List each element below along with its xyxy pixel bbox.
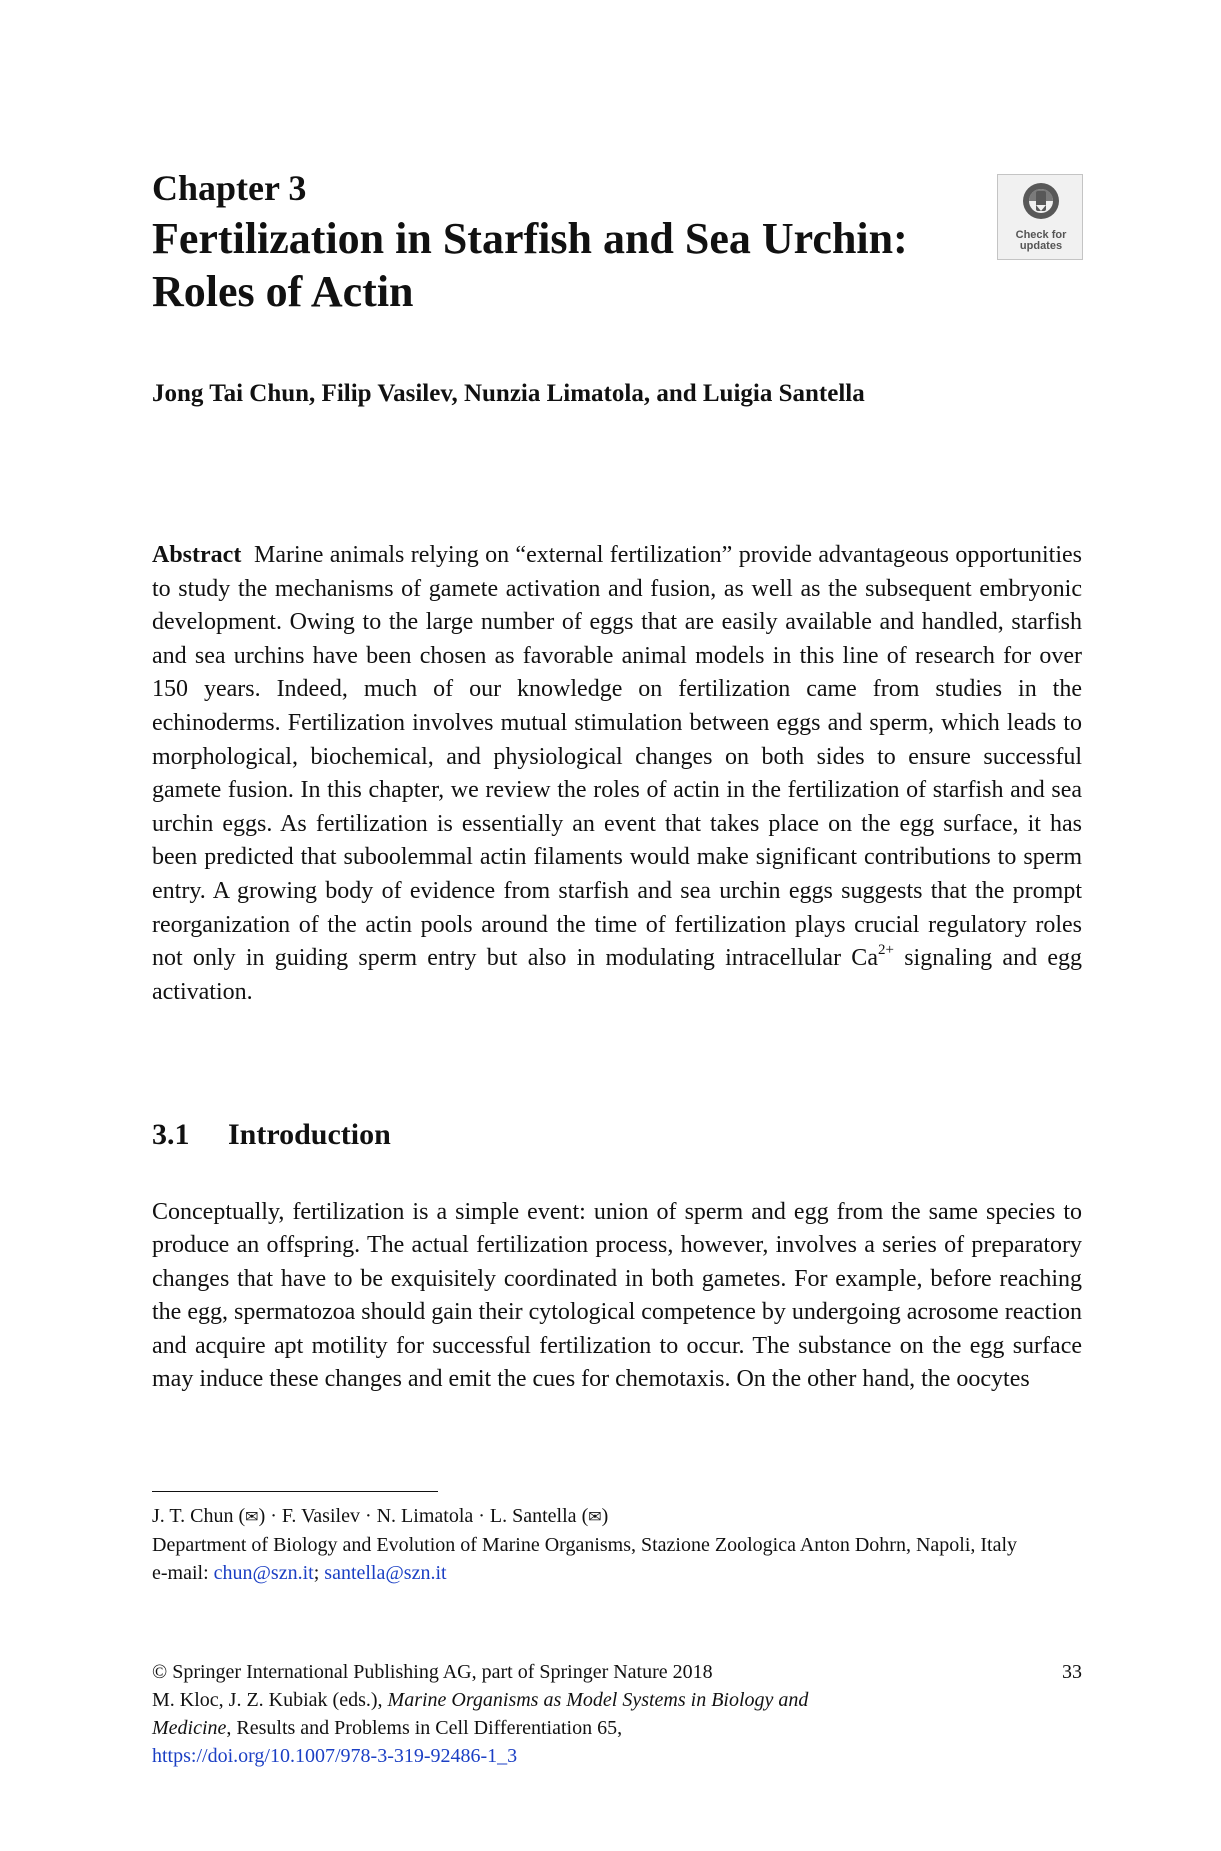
badge-text xyxy=(998,230,1084,252)
section-heading xyxy=(152,1115,391,1155)
footnote-affiliation: Department of Biology and Evolution of Marine Organisms, Stazione Zoologica Anton Dohrn, Napoli, Italy xyxy=(152,1534,1018,1556)
copyright-line: © Springer International Publishing AG, part of Springer Nature 2018 xyxy=(152,1661,713,1683)
chapter-label: Chapter 3 xyxy=(152,168,307,208)
section-title: Introduction xyxy=(228,1118,391,1151)
editors: M. Kloc, J. Z. Kubiak (eds.), xyxy=(152,1689,388,1711)
chapter-title-line-2: Roles of Actin xyxy=(152,267,414,316)
affiliation-footnote xyxy=(152,1502,1082,1587)
check-for-updates-badge[interactable] xyxy=(997,174,1083,260)
abstract-superscript: 2+ xyxy=(877,942,894,959)
email-label: e-mail: xyxy=(152,1562,214,1584)
badge-line-2: updates xyxy=(1019,240,1063,252)
chapter-title xyxy=(152,212,972,318)
badge-line-1: Check for xyxy=(1015,229,1067,241)
abstract-body-end: signaling and egg activation. xyxy=(152,945,1082,1005)
page-number: 33 xyxy=(1062,1661,1082,1683)
book-title-part-2: Medicine xyxy=(152,1717,227,1739)
section-number: 3.1 xyxy=(152,1118,190,1151)
footnote-email-line xyxy=(152,1559,1082,1587)
citation-line-2 xyxy=(152,1714,1082,1742)
envelope-icon: ✉ xyxy=(588,1507,602,1526)
email-link-chun[interactable]: chun@szn.it xyxy=(213,1562,314,1584)
doi-line xyxy=(152,1742,1082,1770)
series-info: , Results and Problems in Cell Differentiation 65, xyxy=(226,1717,623,1739)
author-list: Jong Tai Chun, Filip Vasilev, Nunzia Limatola, and Luigia Santella xyxy=(152,380,865,407)
citation-line-1 xyxy=(152,1686,1082,1714)
footnote-other-authors: · F. Vasilev · N. Limatola · L. Santella xyxy=(265,1505,577,1527)
footnote-rule xyxy=(152,1491,438,1492)
abstract-lead: Abstract xyxy=(152,542,242,568)
chapter-title-line-1: Fertilization in Starfish and Sea Urchin: xyxy=(152,214,908,263)
intro-paragraph: Conceptually, fertilization is a simple event: union of sperm and egg from the same species to produce an offspring. The actual fertilization process, however, involves a series of preparatory changes that have to be exquisitely coordinated in both gametes. For example, before reaching the egg, spermatozoa should gain their cytological competence by undergoing acrosome reaction and acquire apt motility for successful fertilization to occur. The substance on the egg surface may induce these changes and emit the cues for chemotaxis. On the other hand, the oocytes xyxy=(152,1199,1082,1393)
email-link-santella[interactable]: santella@szn.it xyxy=(324,1562,447,1584)
footnote-author-chun: J. T. Chun xyxy=(152,1505,234,1527)
envelope-icon: ✉ xyxy=(245,1507,259,1526)
abstract-body: Marine animals relying on “external fertilization” provide advantageous opportunities to study the mechanisms of gamete activation and fusion, as well as the subsequent embryonic development. Owing to the large number of eggs that are easily available and handled, starfish and sea urchins have been chosen as favorable animal models in this line of research for over 150 years. Indeed, much of our knowledge on fertilization came from studies in the echinoderms. Fertilization involves mutual stimulation between eggs and sperm, which leads to morphological, biochemical, and physiological changes on both sides to ensure successful gamete fusion. In this chapter, we review the roles of actin in the fertilization of starfish and sea urchin eggs. As fertilization is essentially an event that takes place on the egg surface, it has been predicted that suboolemmal actin filaments would make significant contributions to sperm entry. A growing body of evidence from starfish and sea urchin eggs suggests that the prompt reorganization of the actin pools around the time of fertilization plays crucial regulatory roles not only in guiding sperm entry but also in modulating intracellular Ca xyxy=(152,542,1083,972)
email-separator: ; xyxy=(313,1562,325,1584)
abstract xyxy=(152,539,1082,1009)
check-for-updates-icon xyxy=(1021,181,1061,221)
book-title-part-1: Marine Organisms as Model Systems in Biology and xyxy=(387,1689,809,1711)
footnote-authors: J. T. Chun (✉) · F. Vasilev · N. Limatola · L. Santella (✉) xyxy=(152,1505,609,1527)
copyright-block xyxy=(152,1658,1082,1770)
doi-link[interactable]: https://doi.org/10.1007/978-3-319-92486-1_3 xyxy=(152,1745,518,1767)
